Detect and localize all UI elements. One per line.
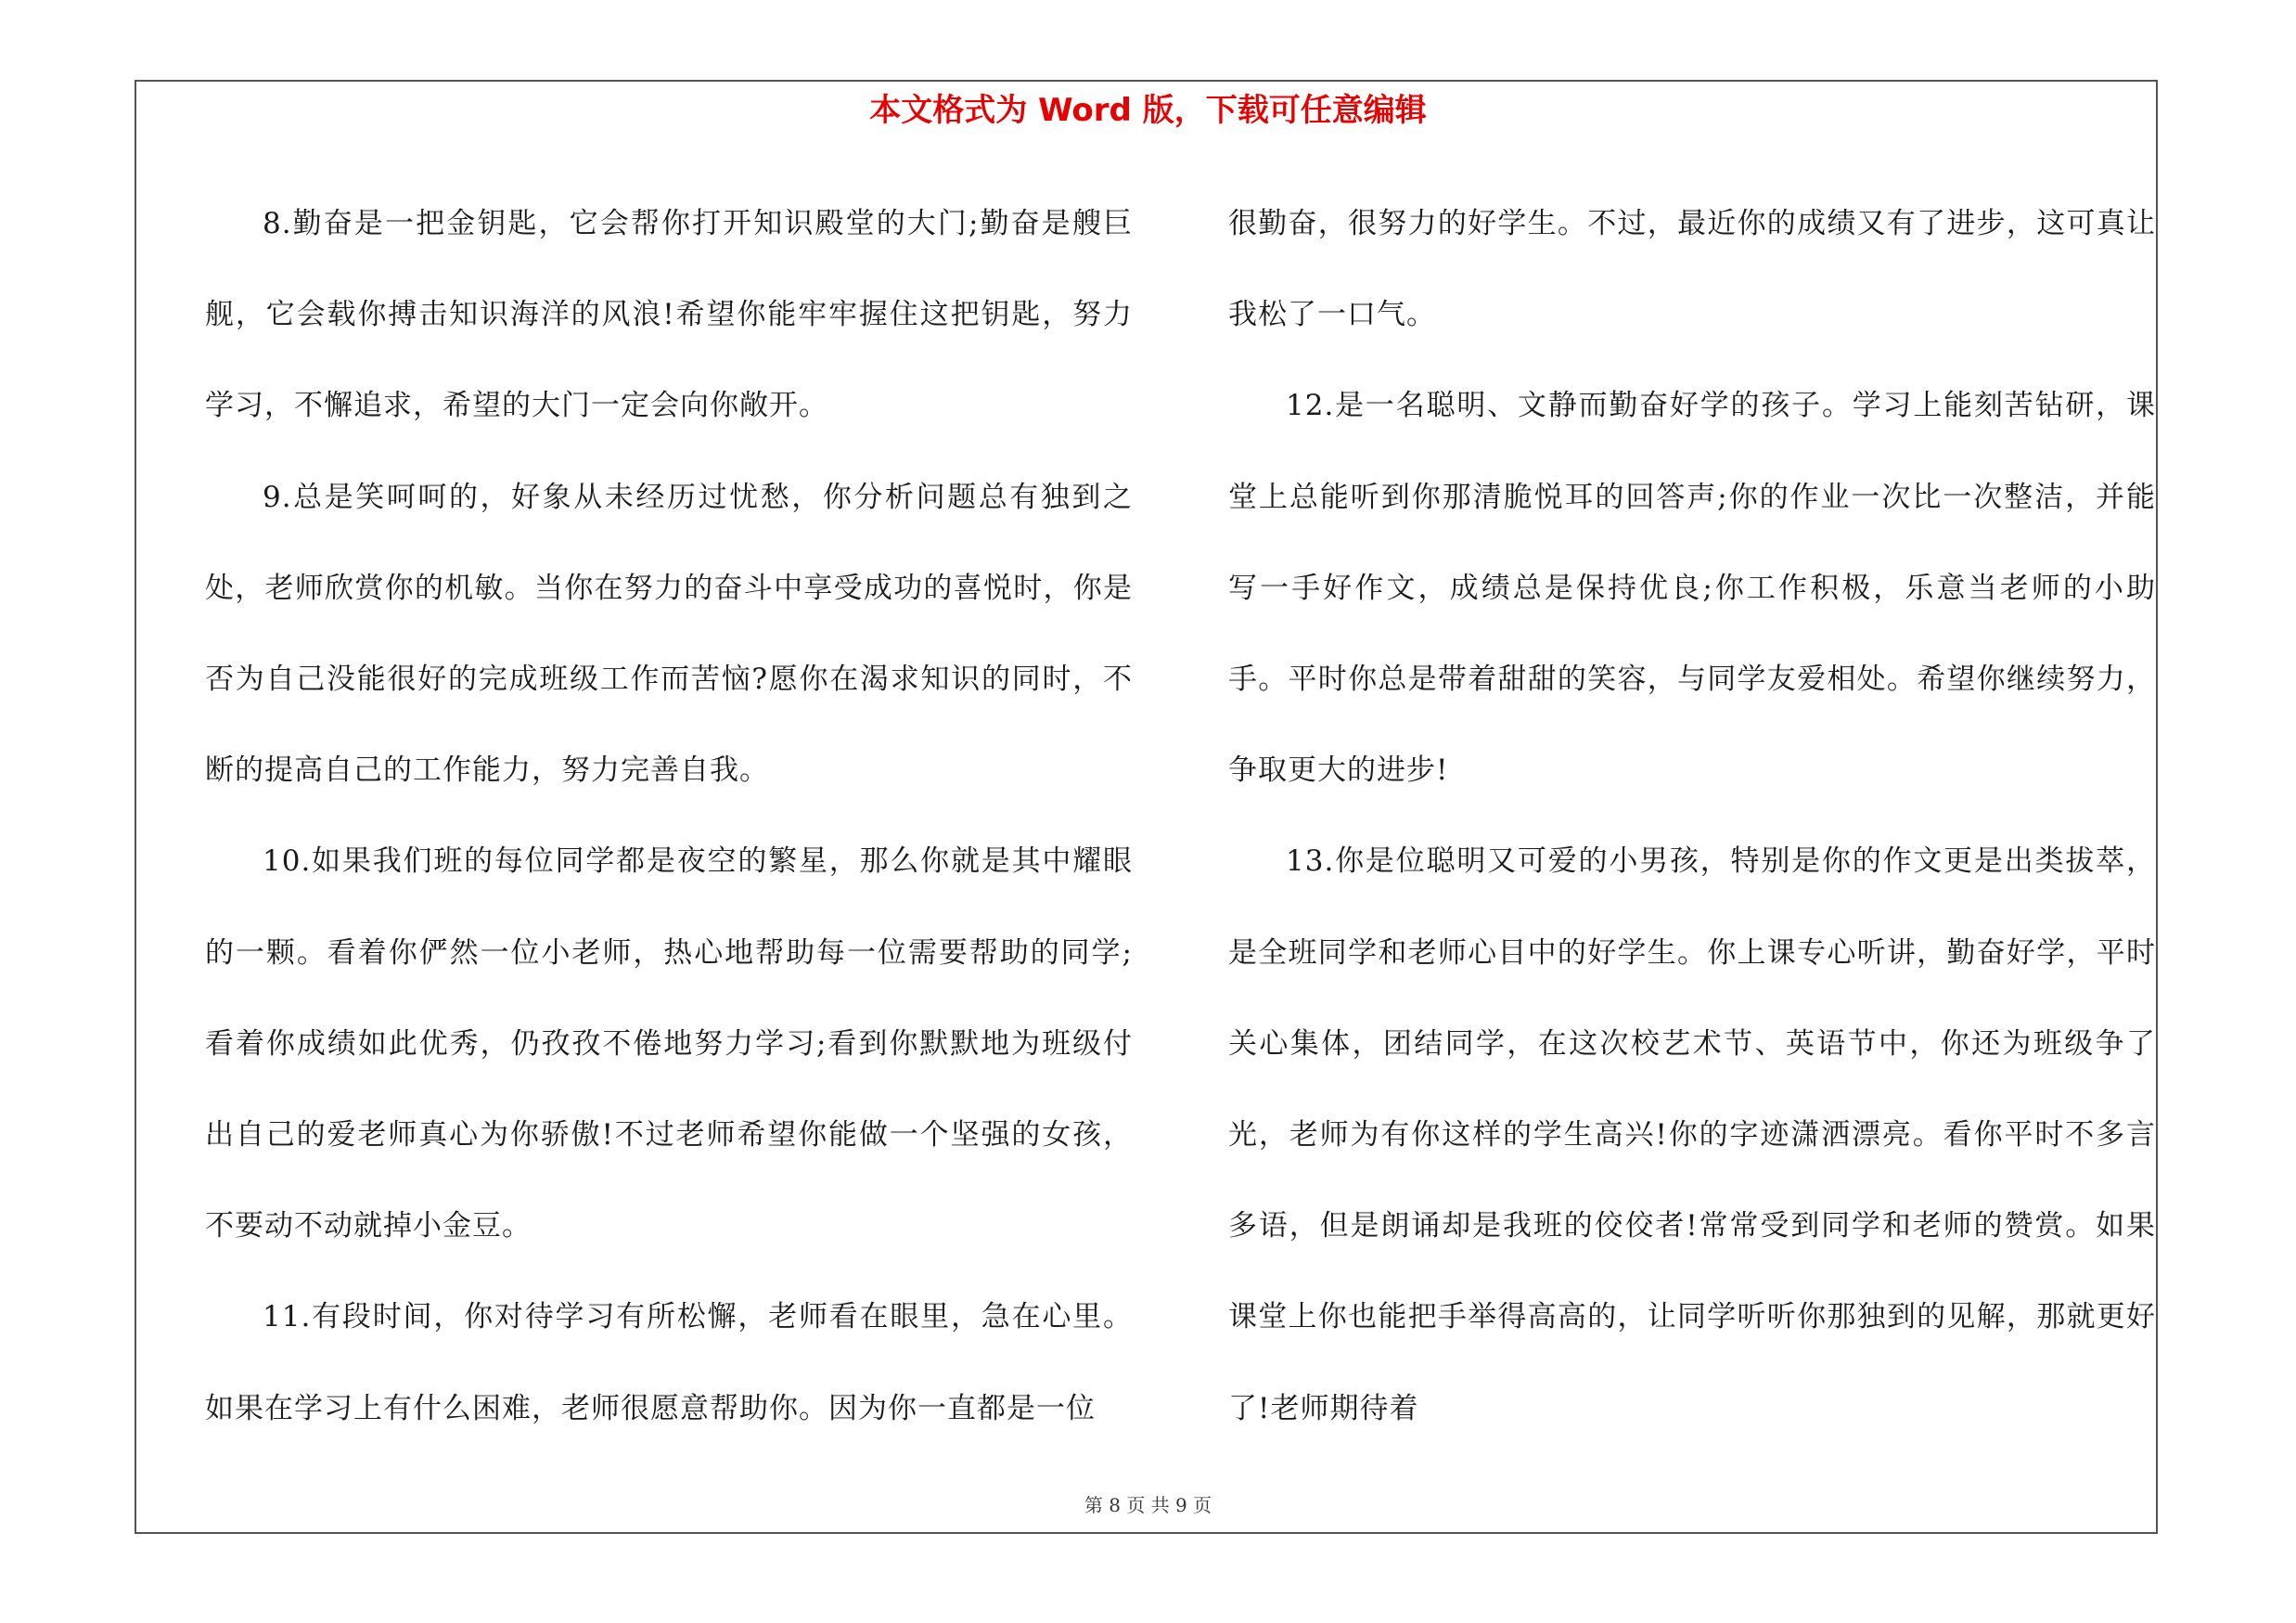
paragraph-13: 13.你是位聪明又可爱的小男孩，特别是你的作文更是出类拔萃，是全班同学和老师心目中的好学生。你上课专心听讲，勤奋好学，平时关心集体，团结同学，在这次校艺术节、英语节中，你还为班级争了光，老师为有你这样的学生高兴!你的字迹潇洒漂亮。看你平时不多言多语，但是朗诵却是我班的佼佼者!常常受到同学和老师的赞赏。如果课堂上你也能把手举得高高的，让同学听听你那独到的见解，那就更好了!老师期待着 bbox=[1228, 844, 2156, 1425]
paragraph-9: 9.总是笑呵呵的，好象从未经历过忧愁，你分析问题总有独到之处，老师欣赏你的机敏。当你在努力的奋斗中享受成功的喜悦时，你是否为自己没能很好的完成班级工作而苦恼?愿你在渴求知识的同时，不断的提高自己的工作能力，努力完善自我。 bbox=[205, 480, 1133, 788]
paragraph-11-continued: 很勤奋，很努力的好学生。不过，最近你的成绩又有了进步，这可真让我松了一口气。 bbox=[1228, 207, 2156, 332]
paragraph-12: 12.是一名聪明、文静而勤奋好学的孩子。学习上能刻苦钻研，课堂上总能听到你那清脆悦耳的回答声;你的作业一次比一次整洁，并能写一手好作文，成绩总是保持优良;你工作积极，乐意当老师的小助手。平时你总是带着甜甜的笑容，与同学友爱相处。希望你继续努力，争取更大的进步! bbox=[1228, 389, 2156, 788]
word-format-notice: 本文格式为 Word 版，下载可任意编辑 bbox=[869, 92, 1427, 129]
paragraph-10: 10.如果我们班的每位同学都是夜空的繁星，那么你就是其中耀眼的一颗。看着你俨然一位小老师，热心地帮助每一位需要帮助的同学;看着你成绩如此优秀，仍孜孜不倦地努力学习;看到你默默地为班级付出自己的爱老师真心为你骄傲!不过老师希望你能做一个坚强的女孩，不要动不动就掉小金豆。 bbox=[205, 844, 1133, 1243]
paragraph-11: 11.有段时间，你对待学习有所松懈，老师看在眼里，急在心里。如果在学习上有什么困难，老师很愿意帮助你。因为你一直都是一位 bbox=[205, 1300, 1133, 1425]
page-number-footer: 第 8 页 共 9 页 bbox=[1084, 1494, 1212, 1516]
paragraph-8: 8.勤奋是一把金钥匙，它会帮你打开知识殿堂的大门;勤奋是艘巨舰，它会载你搏击知识海洋的风浪!希望你能牢牢握住这把钥匙，努力学习，不懈追求，希望的大门一定会向你敞开。 bbox=[205, 207, 1133, 423]
left-column bbox=[205, 178, 1133, 1454]
right-column bbox=[1228, 178, 2156, 1454]
